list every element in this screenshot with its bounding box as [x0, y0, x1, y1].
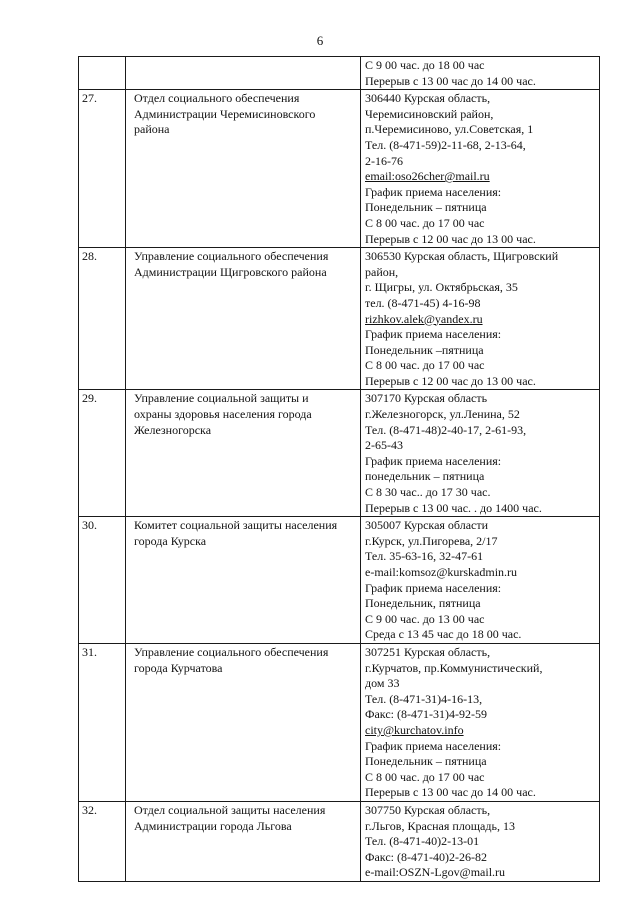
email-link: email:oso26cher@mail.ru	[365, 169, 490, 184]
agency-name-line: города Курска	[134, 533, 207, 548]
contact-line: Понедельник, пятница	[365, 596, 481, 611]
contact-line: г.Железногорск, ул.Ленина, 52	[365, 407, 520, 422]
contact-line: Тел. 35-63-16, 32-47-61	[365, 549, 484, 564]
contact-line: С 8 00 час. до 17 00 час	[365, 769, 485, 784]
agency-name-cell	[126, 57, 361, 90]
agency-name-cell	[126, 801, 361, 881]
contacts-cell	[361, 517, 600, 644]
contact-line: п.Черемисиново, ул.Советская, 1	[365, 122, 534, 137]
contact-line: г. Щигры, ул. Октябрьская, 35	[365, 280, 518, 295]
contacts-cell	[361, 801, 600, 881]
contact-line: Факс: (8-471-40)2-26-82	[365, 849, 487, 864]
table-row	[79, 248, 600, 390]
contact-line: Понедельник –пятница	[365, 342, 484, 357]
table-row	[79, 390, 600, 517]
contact-line: График приема населения:	[365, 184, 502, 199]
agency-name-cell	[126, 390, 361, 517]
contact-line: Перерыв с 12 00 час до 13 00 час.	[365, 231, 536, 246]
agencies-table	[78, 56, 600, 882]
contact-line: С 8 00 час. до 17 00 час	[365, 215, 485, 230]
row-number-cell: 27.	[79, 90, 126, 248]
contact-line: тел. (8-471-45) 4-16-98	[365, 295, 481, 310]
agency-name-line: Администрации Щигровского района	[134, 264, 327, 279]
email-link: e-mail:OSZN-Lgov@mail.ru	[365, 865, 506, 880]
contact-line: г.Льгов, Красная площадь, 13	[365, 818, 515, 833]
row-number-cell: 29.	[79, 390, 126, 517]
contact-line: дом 33	[365, 676, 400, 691]
contact-line: понедельник – пятница	[365, 469, 485, 484]
contact-line: г.Курск, ул.Пигорева, 2/17	[365, 533, 498, 548]
page-number: 6	[316, 33, 324, 48]
contact-line: 306440 Курская область,	[365, 91, 491, 106]
agency-name-line: Администрации Черемисиновского	[134, 106, 316, 121]
agency-name-line: Комитет социальной защиты населения	[134, 518, 338, 533]
contact-line: Черемисиновский район,	[365, 106, 494, 121]
agency-name-line: Отдел социального обеспечения	[134, 91, 300, 106]
agency-name-line: Управление социального обеспечения	[134, 249, 329, 264]
contacts-cell	[361, 643, 600, 801]
contacts-cell	[361, 57, 600, 90]
contact-line: Перерыв с 13 00 час до 14 00 час.	[365, 785, 536, 800]
contact-line: График приема населения:	[365, 453, 502, 468]
email-link: rizhkov.alek@yandex.ru	[365, 311, 483, 326]
contact-line: График приема населения:	[365, 580, 502, 595]
contact-line: 2-16-76	[365, 153, 403, 168]
table-row	[79, 90, 600, 248]
contacts-cell	[361, 248, 600, 390]
contact-line: Тел. (8-471-48)2-40-17, 2-61-93,	[365, 422, 527, 437]
row-number-cell: 32.	[79, 801, 126, 881]
table-row	[79, 517, 600, 644]
contact-line: С 9 00 час. до 13 00 час	[365, 611, 485, 626]
contact-line: С 8 30 час.. до 17 30 час.	[365, 485, 491, 500]
agency-name-line: Управление социальной защиты и	[134, 391, 309, 406]
contacts-cell	[361, 90, 600, 248]
contact-line: Понедельник – пятница	[365, 200, 487, 215]
agency-name-cell	[126, 517, 361, 644]
agency-name-cell	[126, 248, 361, 390]
contact-line: Перерыв с 13 00 час. . до 1400 час.	[365, 500, 542, 515]
contact-line: г.Курчатов, пр.Коммунистический,	[365, 660, 543, 675]
contact-line: 307750 Курская область,	[365, 802, 491, 817]
contact-line: Тел. (8-471-59)2-11-68, 2-13-64,	[365, 137, 526, 152]
row-number-cell	[79, 57, 126, 90]
contact-line: 2-65-43	[365, 438, 403, 453]
contacts-cell	[361, 390, 600, 517]
contact-line: С 8 00 час. до 17 00 час	[365, 358, 485, 373]
contact-line: Тел. (8-471-31)4-16-13,	[365, 691, 483, 706]
contact-line: Тел. (8-471-40)2-13-01	[365, 834, 480, 849]
agency-name-line: Железногорска	[134, 422, 212, 437]
contact-line: Перерыв с 12 00 час до 13 00 час.	[365, 373, 536, 388]
contact-line: Перерыв с 13 00 час до 14 00 час.	[365, 73, 536, 88]
contact-line: Факс: (8-471-31)4-92-59	[365, 707, 487, 722]
contact-line: Среда с 13 45 час до 18 00 час.	[365, 627, 522, 642]
email-link: city@kurchatov.info	[365, 722, 464, 737]
agency-name-line: города Курчатова	[134, 660, 223, 675]
row-number-cell: 28.	[79, 248, 126, 390]
agency-name-cell	[126, 90, 361, 248]
agency-name-line: Отдел социальной защиты населения	[134, 802, 326, 817]
contact-line: График приема населения:	[365, 738, 502, 753]
contact-line: С 9 00 час. до 18 00 час	[365, 58, 485, 72]
contact-line: 306530 Курская область, Щигровский	[365, 249, 559, 264]
table-row-continuation	[79, 57, 600, 90]
row-number-cell: 30.	[79, 517, 126, 644]
contact-line: Понедельник – пятница	[365, 754, 487, 769]
email-link: e-mail:komsoz@kurskadmin.ru	[365, 565, 518, 579]
agency-name-line: района	[134, 122, 170, 137]
contact-line: район,	[365, 264, 399, 279]
agency-name-line: охраны здоровья населения города	[134, 407, 312, 422]
contact-line: 307170 Курская область	[365, 391, 488, 406]
row-number-cell: 31.	[79, 643, 126, 801]
contact-line: График приема населения:	[365, 327, 502, 342]
contact-line: 307251 Курская область,	[365, 644, 491, 659]
table-row	[79, 801, 600, 881]
table-row	[79, 643, 600, 801]
contact-line: 305007 Курская области	[365, 518, 489, 533]
agency-name-line: Администрации города Льгова	[134, 818, 292, 833]
agency-name-line: Управление социального обеспечения	[134, 644, 329, 659]
agency-name-cell	[126, 643, 361, 801]
